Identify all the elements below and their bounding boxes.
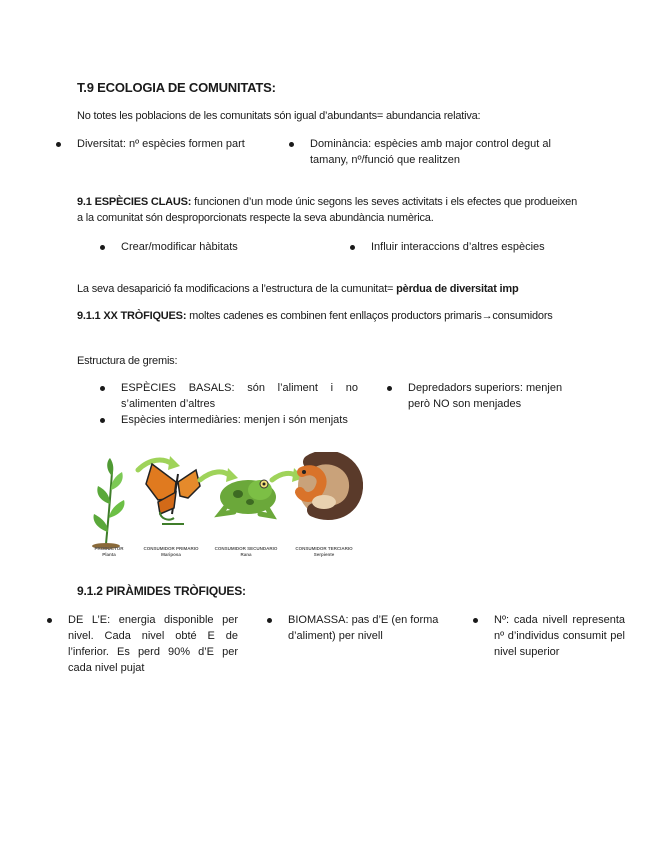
consequence-emphasis: pèrdua de diversitat imp bbox=[396, 283, 519, 295]
bullet-piramide-biomassa: BIOMASSA: pas d’E (en forma d’aliment) per nivell bbox=[288, 612, 448, 644]
bullet-depredadors-superiors: Depredadors superiors: menjen però NO son menjades bbox=[408, 380, 578, 412]
bullet-crear-habitats: Crear/modificar hàbitats bbox=[121, 239, 321, 255]
caption-role: CONSUMIDOR PRIMARIO bbox=[143, 546, 199, 551]
butterfly-illustration bbox=[146, 464, 200, 524]
caption-role: CONSUMIDOR SECUNDARIO bbox=[214, 546, 278, 551]
arrow-icon bbox=[272, 473, 296, 480]
caption-role: PRODUCTOR bbox=[94, 546, 124, 551]
section-9-1-2-heading: 9.1.2 PIRÀMIDES TRÒFIQUES: bbox=[77, 584, 246, 598]
caption-productor bbox=[88, 546, 130, 558]
arrow-head-icon bbox=[226, 468, 238, 482]
bullet-especies-basals: ESPÈCIES BASALS: són l’aliment i no s’alimenten d’altres bbox=[121, 382, 358, 410]
section-9-1-1-paragraph bbox=[77, 308, 577, 324]
bullet-especies-intermediaries: Espècies intermediàries: menjen i són menjats bbox=[121, 412, 358, 428]
frog-illustration bbox=[220, 480, 276, 516]
intro-text: No totes les poblacions de les comunitats són igual d’abundants= abundancia relativa: bbox=[77, 110, 481, 122]
caption-consumidor-terciario bbox=[288, 546, 360, 558]
caption-consumidor-secundario bbox=[210, 546, 282, 558]
bullet-influir-interaccions: Influir interaccions d’altres espècies bbox=[371, 239, 591, 255]
section-9-1-heading: 9.1 ESPÈCIES CLAUS: bbox=[77, 196, 192, 208]
section-9-1-1-text: moltes cadenes es combinen fent enllaços productors primaris→consumidors bbox=[186, 310, 553, 322]
bullet-piramide-numero: Nº: cada nivell representa nº d’individus consumit pel nivel superior bbox=[494, 614, 625, 658]
arrow-head-icon bbox=[168, 456, 180, 470]
food-chain-figure bbox=[88, 452, 363, 567]
section-9-1-text: funcionen d’un mode únic segons les seves activitats i els efectes que produeixen a la comunitat són desproporcionats respecte la seva abundància numèrica. bbox=[77, 196, 577, 224]
gremis-label: Estructura de gremis: bbox=[77, 355, 178, 367]
section-9-1-1-heading: 9.1.1 XX TRÒFIQUES: bbox=[77, 310, 187, 322]
caption-species: Mariposa bbox=[161, 552, 181, 557]
section-9-1-paragraph bbox=[77, 194, 577, 226]
caption-species: Serpiente bbox=[313, 552, 335, 557]
bullet-dominancia: Dominància: espècies amb major control degut al tamany, nº/funció que realitzen bbox=[310, 136, 580, 168]
arrow-icon bbox=[200, 472, 230, 480]
caption-consumidor-primario bbox=[136, 546, 206, 558]
consequence-line bbox=[77, 281, 577, 297]
caption-role: CONSUMIDOR TERCIARIO bbox=[295, 546, 353, 551]
plant-illustration bbox=[92, 458, 124, 549]
page-title: T.9 ECOLOGIA DE COMUNITATS: bbox=[77, 80, 276, 95]
consequence-text: La seva desaparició fa modificacions a l’estructura de la cumunitat= bbox=[77, 283, 397, 295]
caption-species: Rana bbox=[240, 552, 252, 557]
bullet-diversitat: Diversitat: nº espècies formen part bbox=[77, 136, 277, 152]
caption-species: Planta bbox=[102, 552, 116, 557]
bullet-piramide-energia: DE L’E: energia disponible per nivel. Cada nivel obté E de l’inferior. Es perd 90% d’E per cada nivel pujat bbox=[68, 614, 238, 674]
snake-illustration bbox=[298, 454, 362, 518]
